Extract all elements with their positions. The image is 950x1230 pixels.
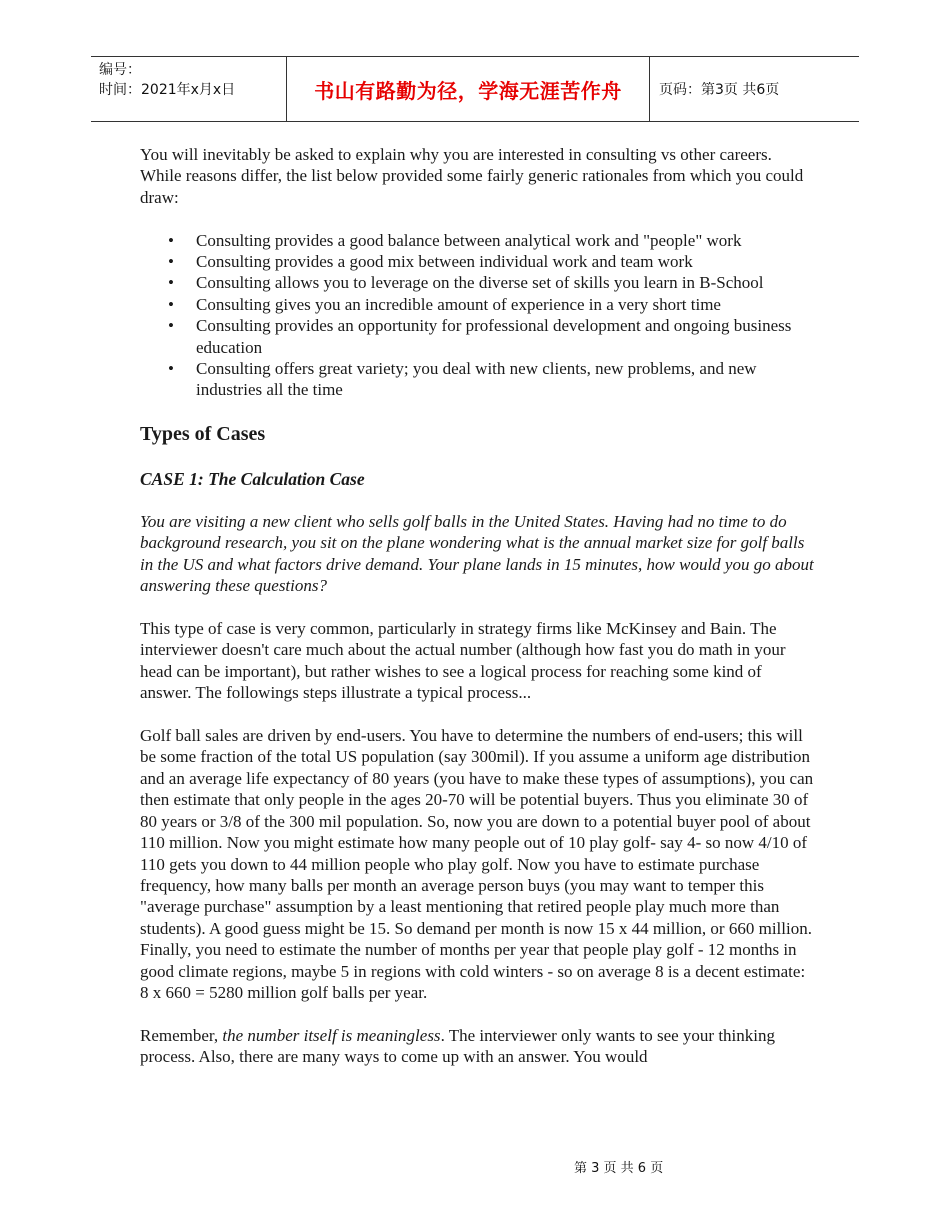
page-footer: 第 3 页 共 6 页 <box>574 1161 664 1176</box>
remember-lead: Remember, <box>140 1025 223 1045</box>
doc-code-label: 编号： <box>99 62 141 78</box>
case-prompt: You are visiting a new client who sells golf balls in the United States. Having had no time to do background research, you sit on the plane wondering what is the annual market size for golf balls in the US and what factors drive demand. Your plane lands in 15 minutes, how would you go about answering these questions? <box>140 512 814 596</box>
header-motto: 书山有路勤为径，学海无涯苦作舟 <box>287 57 650 121</box>
bullet-icon: • <box>168 252 174 272</box>
doc-time-label: 时间：2021年x月x日 <box>99 82 236 98</box>
remember-rest: . The interviewer only wants to see your thinking process. Also, there are many ways to come up with an answer. You would <box>140 1025 775 1067</box>
list-item <box>140 315 816 358</box>
bullet-icon: • <box>168 273 174 293</box>
reasons-list <box>140 230 816 401</box>
list-item <box>140 272 816 293</box>
list-item <box>140 251 816 272</box>
bullet-icon: • <box>168 230 174 250</box>
bullet-icon: • <box>168 316 174 336</box>
paragraph-calculation: Golf ball sales are driven by end-users. You have to determine the numbers of end-users; this will be some fraction of the total US population (say 300mil). If you assume a uniform age distribution and an average life expectancy of 80 years (you have to make these types of assumptions), you can then estimate that only people in the ages 20-70 will be potential buyers. Thus you eliminate 30 of 80 years or 3/8 of the 300 mil population. So, now you are down to a potential buyer pool of about 110 million. Now you might estimate how many people out of 10 play golf- say 4- so now 4/10 of 110 gets you down to 44 million people who play golf. Now you have to estimate purchase frequency, how many balls per month an average person buys (you may want to temper this "average purchase" assumption by a least mentioning that retired people play much more than students). A good guess might be 15. So demand per month is now 15 x 44 million, or 660 million. Finally, you need to estimate the number of months per year that people play golf - 12 months in good climate regions, maybe 5 in regions with cold winters - so on average 8 is a decent estimate: 8 x 660 = 5280 million golf balls per year. <box>140 726 814 1002</box>
bullet-icon: • <box>168 294 174 314</box>
section-title: Types of Cases <box>140 423 266 446</box>
list-item-text: Consulting gives you an incredible amount of experience in a very short time <box>196 294 721 314</box>
document-body <box>140 144 816 1089</box>
paragraph-remember <box>140 1025 816 1068</box>
list-item <box>140 294 816 315</box>
list-item-text: Consulting provides an opportunity for professional development and ongoing business education <box>196 316 792 357</box>
list-item <box>140 358 816 401</box>
bullet-icon: • <box>168 359 174 379</box>
list-item-text: Consulting allows you to leverage on the diverse set of skills you learn in B-School <box>196 273 764 293</box>
case-title: CASE 1: The Calculation Case <box>140 468 365 489</box>
list-item <box>140 230 816 251</box>
page-header <box>91 56 859 122</box>
header-page-label: 页码：第3页 共6页 <box>659 82 780 98</box>
remember-emphasis: the number itself is meaningless <box>222 1025 441 1045</box>
paragraph-process: This type of case is very common, particularly in strategy firms like McKinsey and Bain. The interviewer doesn't care much about the actual number (although how fast you do math in your head can be important), but rather wishes to see a logical process for reaching some kind of answer. The followings steps illustrate a typical process... <box>140 619 786 703</box>
list-item-text: Consulting provides a good balance between analytical work and "people" work <box>196 230 742 250</box>
list-item-text: Consulting provides a good mix between individual work and team work <box>196 252 693 272</box>
header-meta <box>91 57 287 121</box>
intro-paragraph: You will inevitably be asked to explain why you are interested in consulting vs other careers. While reasons differ, the list below provided some fairly generic rationales from which you could draw: <box>140 145 804 207</box>
list-item-text: Consulting offers great variety; you deal with new clients, new problems, and new industries all the time <box>196 359 757 400</box>
